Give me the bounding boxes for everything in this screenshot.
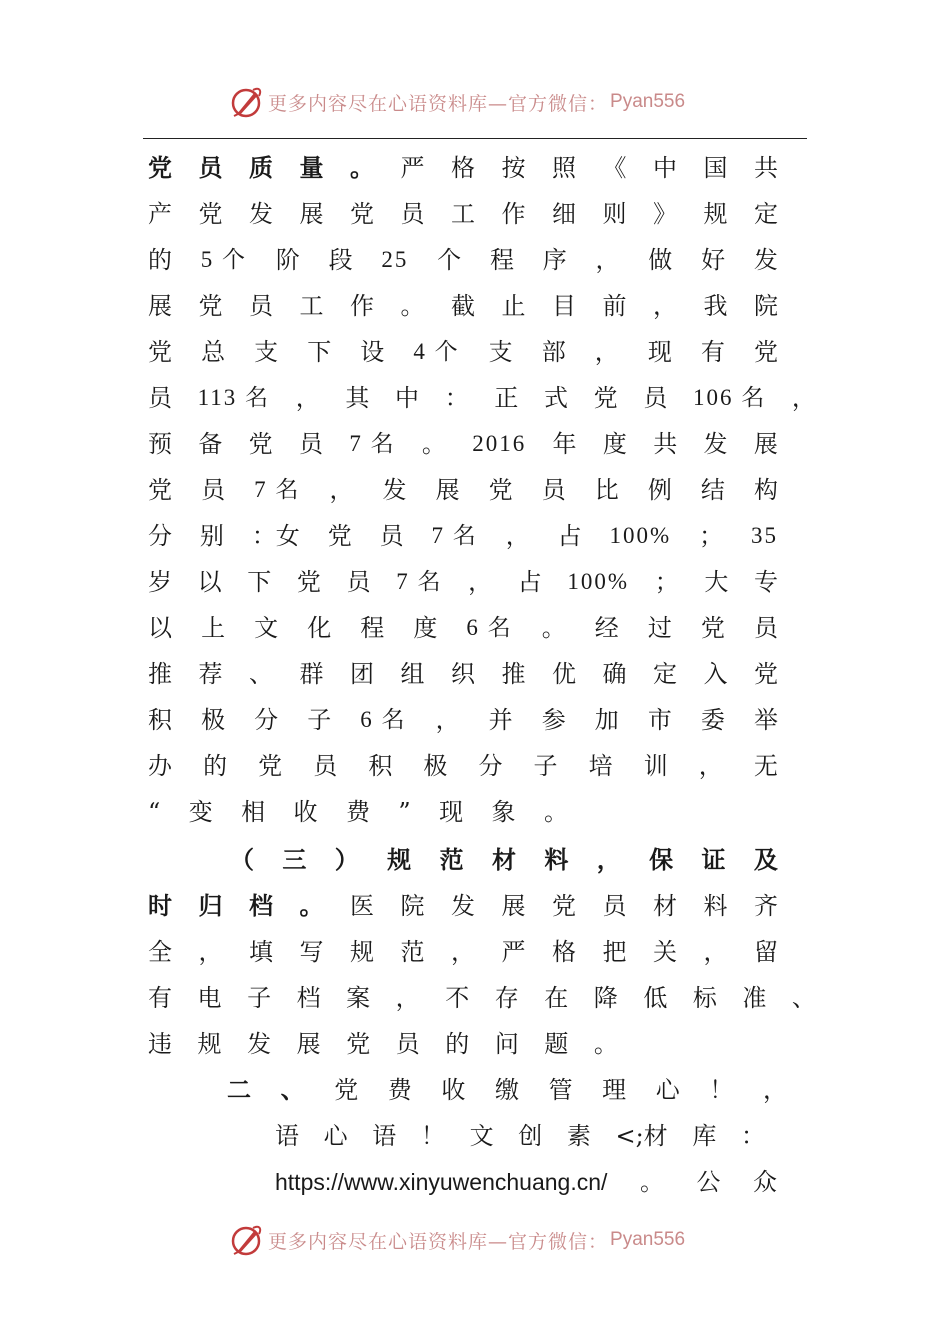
text-token: 党	[258, 752, 283, 780]
text-token: 管	[548, 1076, 573, 1104]
text-token: 优	[552, 660, 576, 688]
text-token: 100%	[609, 523, 672, 548]
text-token: 好	[701, 246, 726, 274]
text-token: 降	[593, 984, 618, 1012]
text-token: 时	[148, 891, 172, 920]
text-token: 预	[148, 430, 172, 458]
text-token: 。	[543, 798, 568, 826]
text-token: 极	[201, 706, 226, 734]
text-token: 问	[494, 1030, 519, 1058]
text-token: 发	[249, 200, 273, 228]
text-token: 员	[346, 568, 371, 596]
text-token: 党	[248, 430, 273, 458]
text-line	[148, 746, 778, 786]
text-token: 7 名	[396, 569, 443, 594]
text-token: 公	[696, 1168, 721, 1196]
text-token: “	[148, 798, 161, 826]
text-token: 。	[421, 430, 446, 458]
text-token: 规	[350, 938, 374, 966]
text-line	[148, 562, 778, 602]
text-token: ；	[654, 568, 679, 596]
text-token: ！	[420, 1122, 445, 1150]
text-token: 发	[382, 476, 407, 504]
text-line	[148, 470, 778, 510]
text-token: ，	[451, 938, 475, 966]
text-token: 党	[754, 660, 778, 688]
text-token: 定	[754, 200, 778, 228]
footer-banner-text: 更多内容尽在心语资料库—官方微信：	[268, 1230, 609, 1253]
text-token: 现	[647, 338, 672, 366]
text-token: 现	[439, 798, 464, 826]
text-token: 4 个	[413, 339, 460, 364]
text-line	[148, 332, 778, 372]
text-token: 准	[742, 984, 767, 1012]
quill-pen-logo-icon	[228, 1222, 264, 1258]
text-token: 下	[247, 568, 272, 596]
text-token: 党	[753, 338, 778, 366]
text-token: 费	[387, 1076, 412, 1104]
text-line	[148, 932, 778, 972]
text-token: 象	[491, 798, 516, 826]
text-token: 总	[201, 338, 226, 366]
text-token: 理	[602, 1076, 627, 1104]
text-token: 6 名	[360, 707, 407, 732]
text-token: 占	[517, 568, 542, 596]
text-token: 办	[148, 752, 172, 780]
text-token: 度	[602, 430, 627, 458]
text-token: 化	[307, 614, 332, 642]
text-token: ：	[444, 384, 469, 412]
text-token: 设	[360, 338, 385, 366]
text-token: 收	[441, 1076, 466, 1104]
text-token: 正	[494, 384, 519, 412]
text-token: 工	[299, 292, 324, 320]
text-token: 材	[491, 845, 516, 874]
text-token: 低	[643, 984, 668, 1012]
text-token: 推	[501, 660, 526, 688]
text-token: 费	[345, 798, 370, 826]
text-token: 齐	[754, 892, 778, 920]
text-token: 。	[639, 1168, 664, 1196]
text-token: 料	[544, 845, 569, 874]
text-token: 保	[649, 845, 674, 874]
text-token: 范	[400, 938, 425, 966]
text-token: 党	[148, 338, 172, 366]
text-token: 委	[700, 706, 725, 734]
text-token: ”	[398, 798, 411, 826]
text-token: 员	[379, 522, 404, 550]
text-token: 语	[275, 1122, 299, 1150]
text-token: 。	[400, 292, 425, 320]
text-token: 员	[602, 892, 627, 920]
text-token: 荐	[198, 660, 223, 688]
text-token: 6 名	[466, 615, 513, 640]
text-token: ，	[198, 938, 223, 966]
text-token: 质	[249, 153, 273, 182]
text-token: 截	[451, 292, 475, 320]
text-token: 》	[653, 200, 677, 228]
text-token: 展	[435, 476, 460, 504]
text-token: 支	[488, 338, 513, 366]
text-token: 党	[198, 292, 223, 320]
text-token: 院	[400, 892, 425, 920]
text-token: 积	[148, 706, 172, 734]
text-token: 的	[445, 1030, 470, 1058]
text-token: 规	[387, 845, 412, 874]
text-token: 。	[350, 153, 374, 182]
text-token: 无	[753, 752, 778, 780]
text-token: 支	[254, 338, 279, 366]
text-token: 分	[254, 706, 279, 734]
text-token: 员	[313, 752, 338, 780]
text-token: 加	[594, 706, 619, 734]
text-token: （	[230, 845, 254, 874]
text-token: 比	[594, 476, 619, 504]
text-token: 收	[293, 798, 318, 826]
text-token: 前	[602, 292, 627, 320]
text-token: 员	[400, 200, 425, 228]
text-token: 、	[249, 660, 273, 688]
text-token: 上	[201, 614, 226, 642]
text-token: 、	[280, 1075, 305, 1104]
text-token: 格	[552, 938, 576, 966]
text-token: 员	[643, 384, 668, 412]
text-token: 语	[372, 1122, 397, 1150]
text-token: 推	[148, 660, 172, 688]
text-token: 党	[346, 1030, 371, 1058]
text-token: 占	[557, 522, 582, 550]
text-token: 程	[360, 614, 385, 642]
text-token: 细	[552, 200, 576, 228]
text-token: 有	[700, 338, 725, 366]
text-token: 我	[703, 292, 728, 320]
text-token: 格	[451, 154, 475, 182]
text-line	[230, 840, 778, 880]
text-token: 写	[299, 938, 324, 966]
text-token: 子	[533, 752, 558, 780]
text-token: 全	[148, 938, 172, 966]
text-token: 并	[488, 706, 513, 734]
text-token: 发	[753, 246, 778, 274]
text-token: <;材	[615, 1122, 668, 1150]
text-token: 共	[754, 154, 778, 182]
text-token: 填	[249, 938, 273, 966]
text-token: 市	[647, 706, 672, 734]
text-token: 归	[198, 891, 223, 920]
text-token: 展	[296, 1030, 321, 1058]
text-token: 在	[544, 984, 569, 1012]
text-token: 二	[227, 1075, 251, 1104]
text-token: 其	[345, 384, 370, 412]
text-token: 子	[247, 984, 272, 1012]
text-line	[148, 240, 778, 280]
text-token: 经	[594, 614, 619, 642]
text-token: 止	[501, 292, 526, 320]
text-token: 员	[395, 1030, 420, 1058]
text-token: ，	[595, 246, 620, 274]
text-token: 作	[501, 200, 526, 228]
text-token: 分	[478, 752, 503, 780]
text-token: 证	[701, 845, 726, 874]
text-token: 作	[350, 292, 374, 320]
text-token: 档	[296, 984, 321, 1012]
text-token: 及	[753, 845, 778, 874]
text-line	[275, 1116, 765, 1156]
text-token: ，	[505, 522, 530, 550]
text-token: 员	[201, 476, 226, 504]
text-line	[148, 608, 778, 648]
text-token: 员	[541, 476, 566, 504]
text-token: ，	[762, 1076, 787, 1104]
text-token: 创	[518, 1122, 543, 1150]
text-token: 党	[593, 384, 618, 412]
text-line	[227, 1070, 787, 1110]
text-token: 个	[437, 246, 462, 274]
text-token: 下	[307, 338, 332, 366]
text-token: 档	[249, 891, 273, 920]
text-token: 过	[647, 614, 672, 642]
text-line	[148, 978, 816, 1018]
text-token: 素	[566, 1122, 591, 1150]
text-token: 展	[148, 292, 172, 320]
text-token: 序	[542, 246, 567, 274]
text-token: 展	[501, 892, 526, 920]
text-token: 别	[199, 522, 224, 550]
text-token: 员	[753, 614, 778, 642]
text-token: 党	[296, 568, 321, 596]
text-token: 医	[350, 892, 374, 920]
text-line	[148, 148, 778, 188]
text-line	[148, 378, 816, 418]
text-token: 阶	[275, 246, 300, 274]
text-token: 定	[653, 660, 677, 688]
text-token: 党	[552, 892, 576, 920]
text-token: 国	[703, 154, 728, 182]
text-token: 心	[655, 1076, 680, 1104]
text-token: 《	[602, 154, 627, 182]
text-line	[148, 1024, 618, 1064]
text-token: 严	[400, 154, 425, 182]
text-token: 变	[188, 798, 213, 826]
text-token: 、	[791, 984, 816, 1012]
text-token: 规	[703, 200, 728, 228]
text-token: 7 名	[254, 477, 301, 502]
text-token: 式	[544, 384, 568, 412]
text-token: 举	[753, 706, 778, 734]
text-token: 党	[327, 522, 352, 550]
text-token: ！	[709, 1076, 734, 1104]
text-token: 以	[148, 614, 172, 642]
text-token: 以	[197, 568, 222, 596]
footer-wechat-id: Pyan556	[610, 1229, 686, 1250]
text-token: 大	[704, 568, 729, 596]
text-token: 培	[588, 752, 613, 780]
text-token: ，	[703, 938, 728, 966]
text-token: 党	[334, 1076, 359, 1104]
text-token: 展	[299, 200, 324, 228]
text-token: 7 名	[431, 523, 478, 548]
text-token: 106 名	[692, 385, 767, 410]
text-token: 5 个	[200, 247, 248, 272]
text-token: 积	[368, 752, 393, 780]
text-token: 部	[541, 338, 566, 366]
text-token: 专	[753, 568, 778, 596]
text-token: 电	[197, 984, 222, 1012]
text-token: ，	[395, 984, 420, 1012]
text-token: 量	[299, 153, 324, 182]
text-token: 35	[750, 523, 778, 548]
text-token: https://www.xinyuwenchuang.cn/	[275, 1169, 608, 1195]
text-token: 缴	[494, 1076, 519, 1104]
text-token: 相	[241, 798, 266, 826]
text-token: 文	[254, 614, 279, 642]
text-token: 三	[282, 845, 307, 874]
text-token: 程	[489, 246, 514, 274]
text-line	[148, 424, 778, 464]
text-token: ，	[594, 338, 619, 366]
text-token: 料	[703, 892, 728, 920]
header-banner-text: 更多内容尽在心语资料库—官方微信：	[268, 92, 609, 115]
text-token: 发	[703, 430, 728, 458]
text-line	[148, 792, 568, 832]
text-token: ，	[295, 384, 320, 412]
text-token: 。	[299, 891, 324, 920]
text-token: 党	[148, 153, 172, 182]
text-token: 产	[148, 200, 172, 228]
text-token: 心	[323, 1122, 348, 1150]
text-token: ，	[791, 384, 816, 412]
text-token: 文	[469, 1122, 494, 1150]
text-token: ；	[699, 522, 724, 550]
text-line	[148, 286, 778, 326]
text-token: 25	[381, 247, 409, 272]
text-token: 目	[552, 292, 576, 320]
text-token: 子	[307, 706, 332, 734]
text-token: 党	[700, 614, 725, 642]
text-token: 的	[203, 752, 228, 780]
text-line	[148, 700, 778, 740]
text-token: 留	[754, 938, 778, 966]
text-token: 年	[552, 430, 577, 458]
text-token: 则	[602, 200, 627, 228]
text-token: ，	[653, 292, 677, 320]
text-line	[275, 1162, 777, 1202]
text-token: 共	[653, 430, 678, 458]
text-token: 。	[541, 614, 566, 642]
text-token: ，	[435, 706, 460, 734]
text-token: 113 名	[197, 385, 271, 410]
text-token: 展	[753, 430, 778, 458]
text-token: 规	[197, 1030, 222, 1058]
text-token: 题	[544, 1030, 569, 1058]
text-token: 把	[602, 938, 627, 966]
text-token: 岁	[148, 568, 172, 596]
text-token: 群	[299, 660, 324, 688]
text-token: 做	[648, 246, 673, 274]
text-token: 织	[451, 660, 475, 688]
text-line	[148, 516, 778, 556]
text-line	[148, 886, 778, 926]
text-token: 关	[653, 938, 677, 966]
text-token: 有	[148, 984, 172, 1012]
text-token: 照	[552, 154, 576, 182]
text-token: 库	[692, 1122, 717, 1150]
text-token: 参	[541, 706, 566, 734]
text-token: 组	[400, 660, 425, 688]
text-token: 分	[148, 522, 172, 550]
text-token: 发	[451, 892, 475, 920]
text-token: 团	[350, 660, 374, 688]
text-token: 材	[653, 892, 677, 920]
text-token: ，	[698, 752, 723, 780]
text-token: 员	[198, 153, 223, 182]
text-token: 存	[494, 984, 519, 1012]
text-token: 员	[148, 384, 172, 412]
text-token: 发	[247, 1030, 272, 1058]
text-token: 按	[501, 154, 526, 182]
text-token: ，	[329, 476, 354, 504]
text-token: 7 名	[349, 431, 396, 456]
text-token: 度	[413, 614, 438, 642]
text-token: 中	[653, 154, 677, 182]
text-token: 党	[488, 476, 513, 504]
text-token: 严	[501, 938, 526, 966]
text-token: 段	[328, 246, 353, 274]
text-token: 结	[700, 476, 725, 504]
text-token: 2016	[472, 431, 527, 456]
text-token: 训	[643, 752, 668, 780]
text-token: 极	[423, 752, 448, 780]
text-token: 。	[593, 1030, 618, 1058]
text-line	[148, 194, 778, 234]
text-token: 标	[692, 984, 717, 1012]
footer-banner	[228, 1220, 685, 1260]
text-token: 员	[298, 430, 323, 458]
text-token: 违	[148, 1030, 172, 1058]
text-token: 不	[445, 984, 470, 1012]
text-token: 院	[754, 292, 778, 320]
text-token: 众	[753, 1168, 777, 1196]
text-line	[148, 654, 778, 694]
text-token: 入	[703, 660, 728, 688]
text-token: 例	[647, 476, 672, 504]
text-token: ：女	[251, 522, 300, 550]
text-token: ，	[468, 568, 493, 596]
text-token: 备	[198, 430, 223, 458]
text-token: 党	[350, 200, 374, 228]
text-token: 100%	[567, 569, 630, 594]
text-token: 范	[439, 845, 464, 874]
text-token: 工	[451, 200, 475, 228]
text-token: 案	[346, 984, 371, 1012]
text-token: 党	[148, 476, 172, 504]
text-token: ：	[740, 1122, 765, 1150]
text-token: 党	[198, 200, 223, 228]
text-token: 员	[249, 292, 273, 320]
header-wechat-id: Pyan556	[610, 91, 686, 112]
text-token: 确	[602, 660, 627, 688]
text-token: ，	[596, 845, 621, 874]
text-token: ）	[334, 845, 359, 874]
text-token: 构	[753, 476, 778, 504]
text-token: 中	[395, 384, 420, 412]
text-token: 的	[148, 246, 172, 274]
